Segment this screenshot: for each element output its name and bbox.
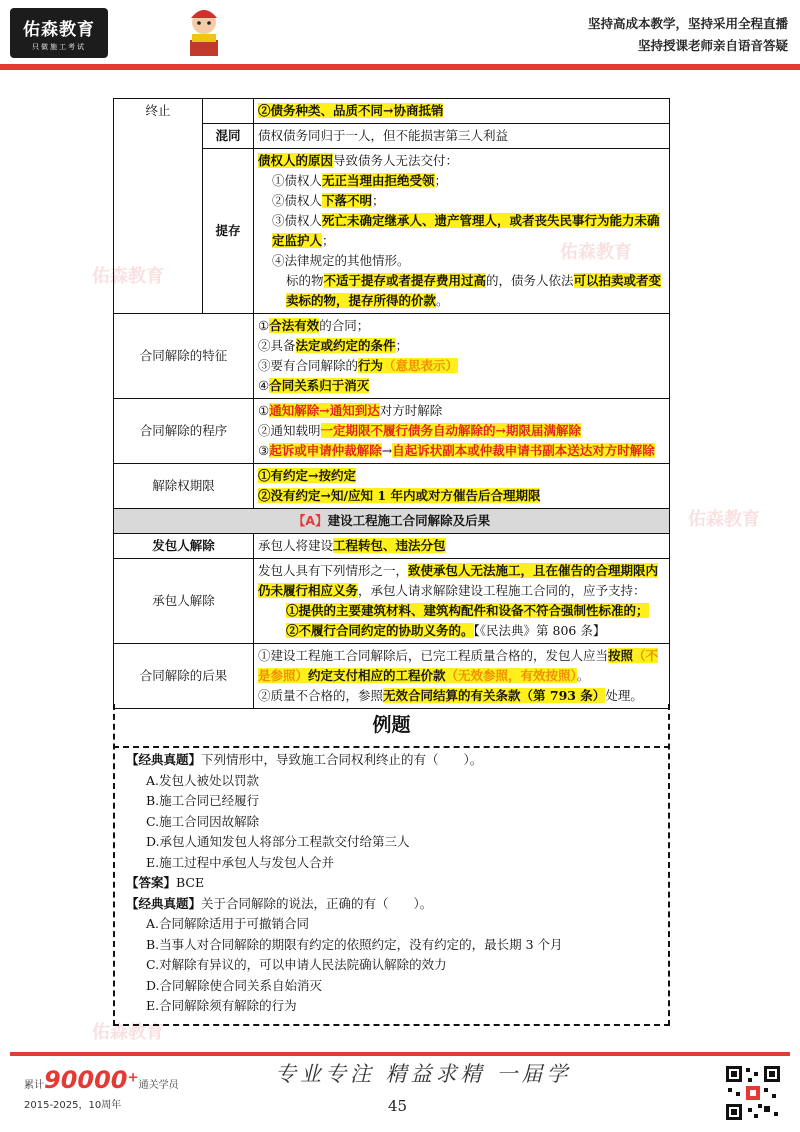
brand-logo	[10, 8, 108, 58]
option: E.合同解除须有解除的行为	[146, 998, 297, 1013]
option: A.发包人被处以罚款	[146, 772, 260, 788]
years-text: 2015-2025，10周年	[24, 1100, 122, 1111]
employer-label: 发包人解除	[114, 534, 254, 559]
merge-label: 混同	[203, 124, 254, 149]
page-number: 45	[388, 1097, 408, 1115]
features-label: 合同解除的特征	[114, 314, 254, 399]
watermark: 佑森教育	[688, 509, 760, 530]
term-label: 解除权期限	[114, 464, 254, 509]
answer: 【答案】BCE	[126, 875, 205, 890]
option: A.合同解除适用于可撤销合同	[146, 916, 310, 931]
handwritten-slogan: 专业专注 精益求精 一届学	[275, 1062, 572, 1086]
example-content	[126, 750, 656, 1017]
student-count: 累计90000+通关学员 2015-2025，10周年	[24, 1066, 179, 1111]
employer-content: 承包人将建设工程转包、违法分包	[254, 534, 670, 559]
procedure-label: 合同解除的程序	[114, 399, 254, 464]
procedure-content: ①通知解除→通知到达对方时解除 ②通知载明一定期限不履行债务自动解除的→期限届满解除 ③起诉或申请仲裁解除→自起诉状副本或仲裁申请书副本送达对方时解除	[254, 399, 670, 464]
option: B.施工合同已经履行	[146, 793, 260, 808]
term-content: ①有约定→按约定 ②没有约定→知/应知 1 年内或对方催告后合理期限	[254, 464, 670, 509]
option: D.承包人通知发包人将部分工程款交付给第三人	[146, 834, 410, 849]
features-content: ①合法有效的合同； ②具备法定或约定的条件； ③要有合同解除的行为（意思表示） ④合同关系归于消灭	[254, 314, 670, 399]
logo-subtitle: 只做施工考试	[32, 42, 86, 51]
watermark: 佑森教育	[560, 242, 632, 263]
footer-divider	[10, 1052, 790, 1056]
qr-code-icon	[724, 1064, 782, 1122]
example-title: 例题	[372, 714, 411, 736]
offset-text: ②债务种类、品质不同→协商抵销	[254, 99, 670, 124]
question-1: 【经典真题】下列情形中，导致施工合同权利终止的有（ ）。	[126, 752, 483, 767]
question-2: 【经典真题】关于合同解除的说法，正确的有（ ）。	[126, 895, 433, 911]
contract-termination-table	[113, 98, 670, 709]
deposit-content: 债权人的原因导致债务人无法交付： ①债权人无正当理由拒绝受领； ②债权人下落不明； ③债权人死亡未确定继承人、遗产管理人，或者丧失民事行为能力未确定监护人； ④法律规定的其他情形。 标的物不适于提存或者提存费用过高的，债务人依法可以拍卖或者变卖标的物，提存所得的价款。	[254, 149, 670, 314]
option: C.施工合同因故解除	[146, 813, 260, 829]
option: D.合同解除使合同关系自始消灭	[146, 977, 323, 993]
contractor-label: 承包人解除	[114, 559, 254, 644]
contractor-content: 发包人具有下列情形之一，致使承包人无法施工，且在催告的合理期限内仍未履行相应义务，承包人请求解除建设工程施工合同的，应予支持： ①提供的主要建筑材料、建筑构配件和设备不符合强制性标准的； ②不履行合同约定的协助义务的。【《民法典》第 806 条】	[254, 559, 670, 644]
slogan-line-2: 坚持授课老师亲自语音答疑	[637, 38, 788, 53]
option: C.对解除有异议的，可以申请人民法院确认解除的效力	[146, 957, 447, 972]
end-label: 终止	[114, 99, 203, 314]
option: B.当事人对合同解除的期限有约定的依照约定，没有约定的，最长期 3 个月	[146, 936, 563, 952]
offset-subcell	[203, 99, 254, 124]
deposit-label: 提存	[203, 149, 254, 314]
watermark: 佑森教育	[92, 1022, 164, 1043]
header-divider	[0, 64, 800, 70]
slogan-line-1: 坚持高成本教学，坚持采用全程直播	[587, 16, 788, 31]
watermark: 佑森教育	[92, 266, 164, 287]
consequence-content: ①建设工程施工合同解除后，已完工程质量合格的，发包人应当按照（不是参照）约定支付相应的工程价款（无效参照，有效按照）。 ②质量不合格的，参照无效合同结算的有关条款（第 793 条）处理。	[254, 644, 670, 709]
section-heading: 【A】建设工程施工合同解除及后果	[114, 509, 670, 534]
merge-text: 债权债务同归于一人，但不能损害第三人利益	[254, 124, 670, 149]
option: E.施工过程中承包人与发包人合并	[146, 854, 335, 870]
consequence-label: 合同解除的后果	[114, 644, 254, 709]
logo-name: 佑森教育	[23, 19, 95, 40]
mascot-icon	[186, 4, 222, 60]
